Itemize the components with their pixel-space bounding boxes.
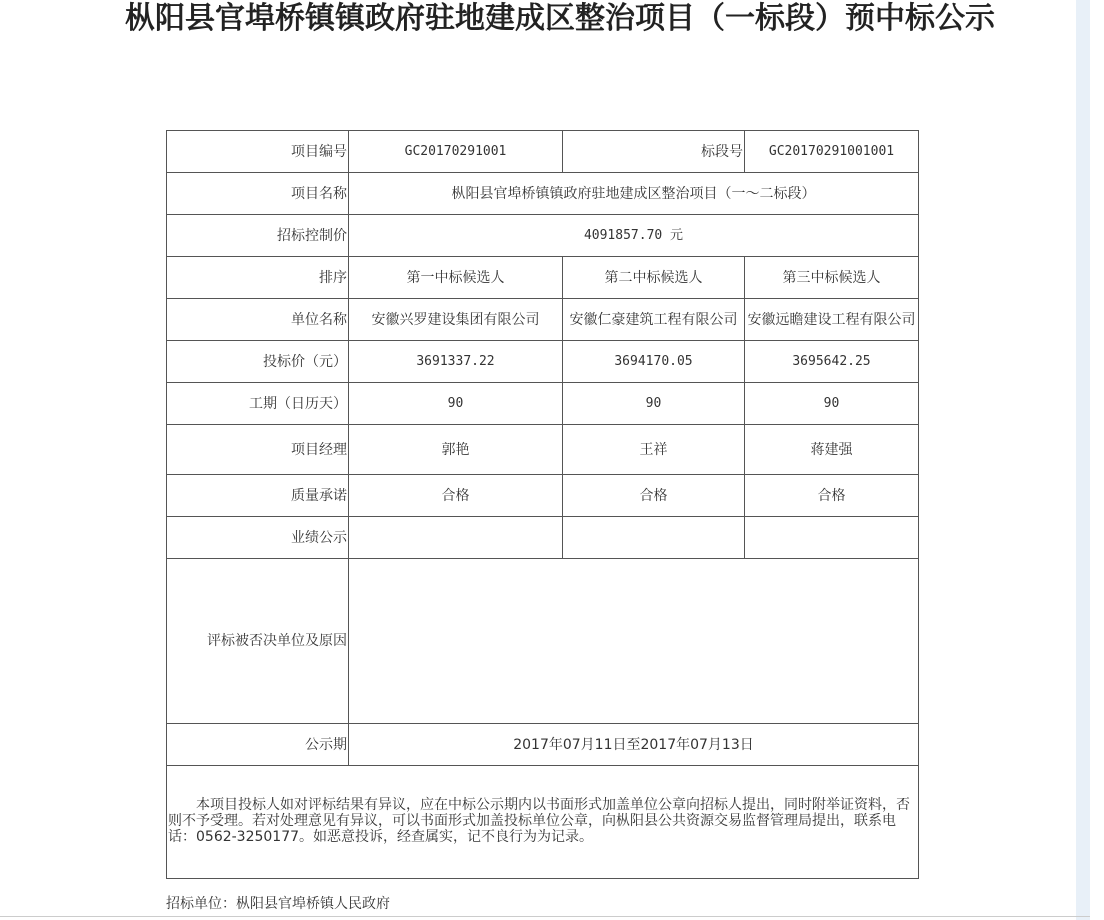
candidate-1-bid-price: 3691337.22 — [349, 341, 563, 383]
project-no-label: 项目编号 — [167, 131, 349, 173]
table-row — [167, 425, 919, 475]
page-title: 枞阳县官埠桥镇镇政府驻地建成区整治项目（一标段）预中标公示 — [125, 1, 995, 36]
page-side-strip — [1076, 0, 1090, 920]
candidate-3-quality: 合格 — [745, 475, 919, 517]
company-label: 单位名称 — [167, 299, 349, 341]
candidate-1-company: 安徽兴罗建设集团有限公司 — [349, 299, 563, 341]
candidate-1-quality: 合格 — [349, 475, 563, 517]
candidate-2-duration: 90 — [563, 383, 745, 425]
table-row — [167, 257, 919, 299]
period-value: 2017年07月11日至2017年07月13日 — [349, 724, 919, 766]
quality-label: 质量承诺 — [167, 475, 349, 517]
candidate-2-bid-price: 3694170.05 — [563, 341, 745, 383]
candidate-3-bid-price: 3695642.25 — [745, 341, 919, 383]
candidate-2-quality: 合格 — [563, 475, 745, 517]
table-row — [167, 383, 919, 425]
candidate-1-duration: 90 — [349, 383, 563, 425]
candidate-1-performance — [349, 517, 563, 559]
objection-notice — [167, 766, 919, 879]
bottom-divider — [0, 916, 1090, 917]
table-row — [167, 766, 919, 879]
project-name-label: 项目名称 — [167, 173, 349, 215]
candidate-1-manager: 郭艳 — [349, 425, 563, 475]
table-row — [167, 475, 919, 517]
candidate-3-manager: 蒋建强 — [745, 425, 919, 475]
rejected-value — [349, 559, 919, 724]
rank-label: 排序 — [167, 257, 349, 299]
duration-label: 工期（日历天） — [167, 383, 349, 425]
candidate-3-rank: 第三中标候选人 — [745, 257, 919, 299]
control-price-label: 招标控制价 — [167, 215, 349, 257]
table-row — [167, 724, 919, 766]
section-no-label: 标段号 — [563, 131, 745, 173]
table-row — [167, 215, 919, 257]
table-row — [167, 341, 919, 383]
period-label: 公示期 — [167, 724, 349, 766]
candidate-2-performance — [563, 517, 745, 559]
table-row — [167, 299, 919, 341]
candidate-2-rank: 第二中标候选人 — [563, 257, 745, 299]
candidate-3-company: 安徽远瞻建设工程有限公司 — [745, 299, 919, 341]
table-row — [167, 173, 919, 215]
tenderer-line: 招标单位：枞阳县官埠桥镇人民政府 — [166, 896, 390, 912]
project-no-value: GC20170291001 — [349, 131, 563, 173]
project-name-value: 枞阳县官埠桥镇镇政府驻地建成区整治项目（一～二标段） — [349, 173, 919, 215]
bid-result-table — [166, 130, 919, 879]
objection-notice-text: 本项目投标人如对评标结果有异议，应在中标公示期内以书面形式加盖单位公章向招标人提出，同时附举证资料，否则不予受理。若对处理意见有异议，可以书面形式加盖投标单位公章，向枞阳县公共资源交易监督管理局提出，联系电话：0562-3250177。如恶意投诉，经查属实，记不良行为为记录。 — [168, 797, 910, 845]
table-row — [167, 131, 919, 173]
manager-label: 项目经理 — [167, 425, 349, 475]
performance-label: 业绩公示 — [167, 517, 349, 559]
candidate-3-duration: 90 — [745, 383, 919, 425]
candidate-1-rank: 第一中标候选人 — [349, 257, 563, 299]
control-price-value: 4091857.70 元 — [349, 215, 919, 257]
rejected-label: 评标被否决单位及原因 — [167, 559, 349, 724]
bid-price-label: 投标价（元） — [167, 341, 349, 383]
candidate-2-manager: 王祥 — [563, 425, 745, 475]
table-row — [167, 559, 919, 724]
section-no-value: GC20170291001001 — [745, 131, 919, 173]
table-row — [167, 517, 919, 559]
candidate-2-company: 安徽仁豪建筑工程有限公司 — [563, 299, 745, 341]
candidate-3-performance — [745, 517, 919, 559]
